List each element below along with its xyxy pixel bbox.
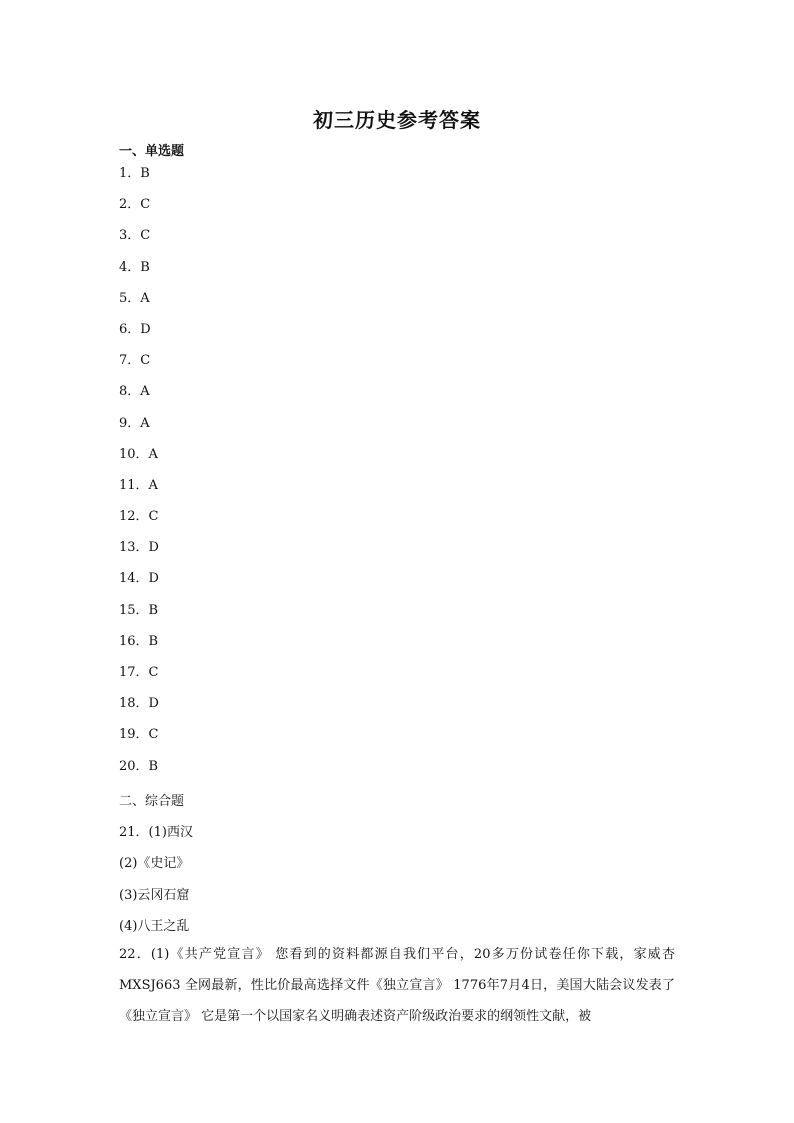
answer-item: 18．D xyxy=(119,696,159,712)
answer-item: 1．B xyxy=(119,166,150,181)
answer-item: 8．A xyxy=(119,384,150,400)
answer-item: 14．D xyxy=(119,571,159,587)
section-heading-single-choice: 一、单选题 xyxy=(119,144,185,159)
answer-item: 13．D xyxy=(119,540,159,556)
q21-answer-line-1: 21．(1)西汉 xyxy=(119,825,193,840)
q21-answer-line-3: (3)云冈石窟 xyxy=(119,888,190,903)
answer-item: 19．C xyxy=(119,727,159,743)
page-title: 初三历史参考答案 xyxy=(313,108,481,132)
answer-item: 16．B xyxy=(119,633,159,649)
answer-item: 12．C xyxy=(119,509,159,525)
answer-item: 11．A xyxy=(119,477,158,493)
answer-item: 4．B xyxy=(119,259,150,275)
answer-item: 17．C xyxy=(119,665,159,680)
answer-item: 5．A xyxy=(119,290,150,306)
answer-item: 7．C xyxy=(119,353,151,369)
answer-item: 6．D xyxy=(119,321,151,337)
answer-item: 2．C xyxy=(119,197,151,213)
q21-answer-line-2: (2)《史记》 xyxy=(119,856,190,871)
answer-item: 9．A xyxy=(119,415,150,431)
answer-item: 15．B xyxy=(119,602,159,618)
single-choice-answer-list xyxy=(119,166,159,790)
section-heading-comprehensive: 二、综合题 xyxy=(119,794,185,809)
q22-answer-paragraph: 22．(1)《共产党宣言》 您看到的资料都源自我们平台，20多万份试卷任你下载，家威杏MXSJ663 全网最新，性比价最高选择文件《独立宣言》 1776年7月4日，美国大陆会议发表了《独立宣言》 它是第一个以国家名义明确表述资产阶级政治要求的纲领性文献，被 xyxy=(119,947,675,1024)
answer-item: 20．B xyxy=(119,758,159,774)
answer-item: 10．A xyxy=(119,446,158,462)
q21-answer-line-4: (4)八王之乱 xyxy=(119,919,190,934)
answer-item: 3．C xyxy=(119,228,151,244)
